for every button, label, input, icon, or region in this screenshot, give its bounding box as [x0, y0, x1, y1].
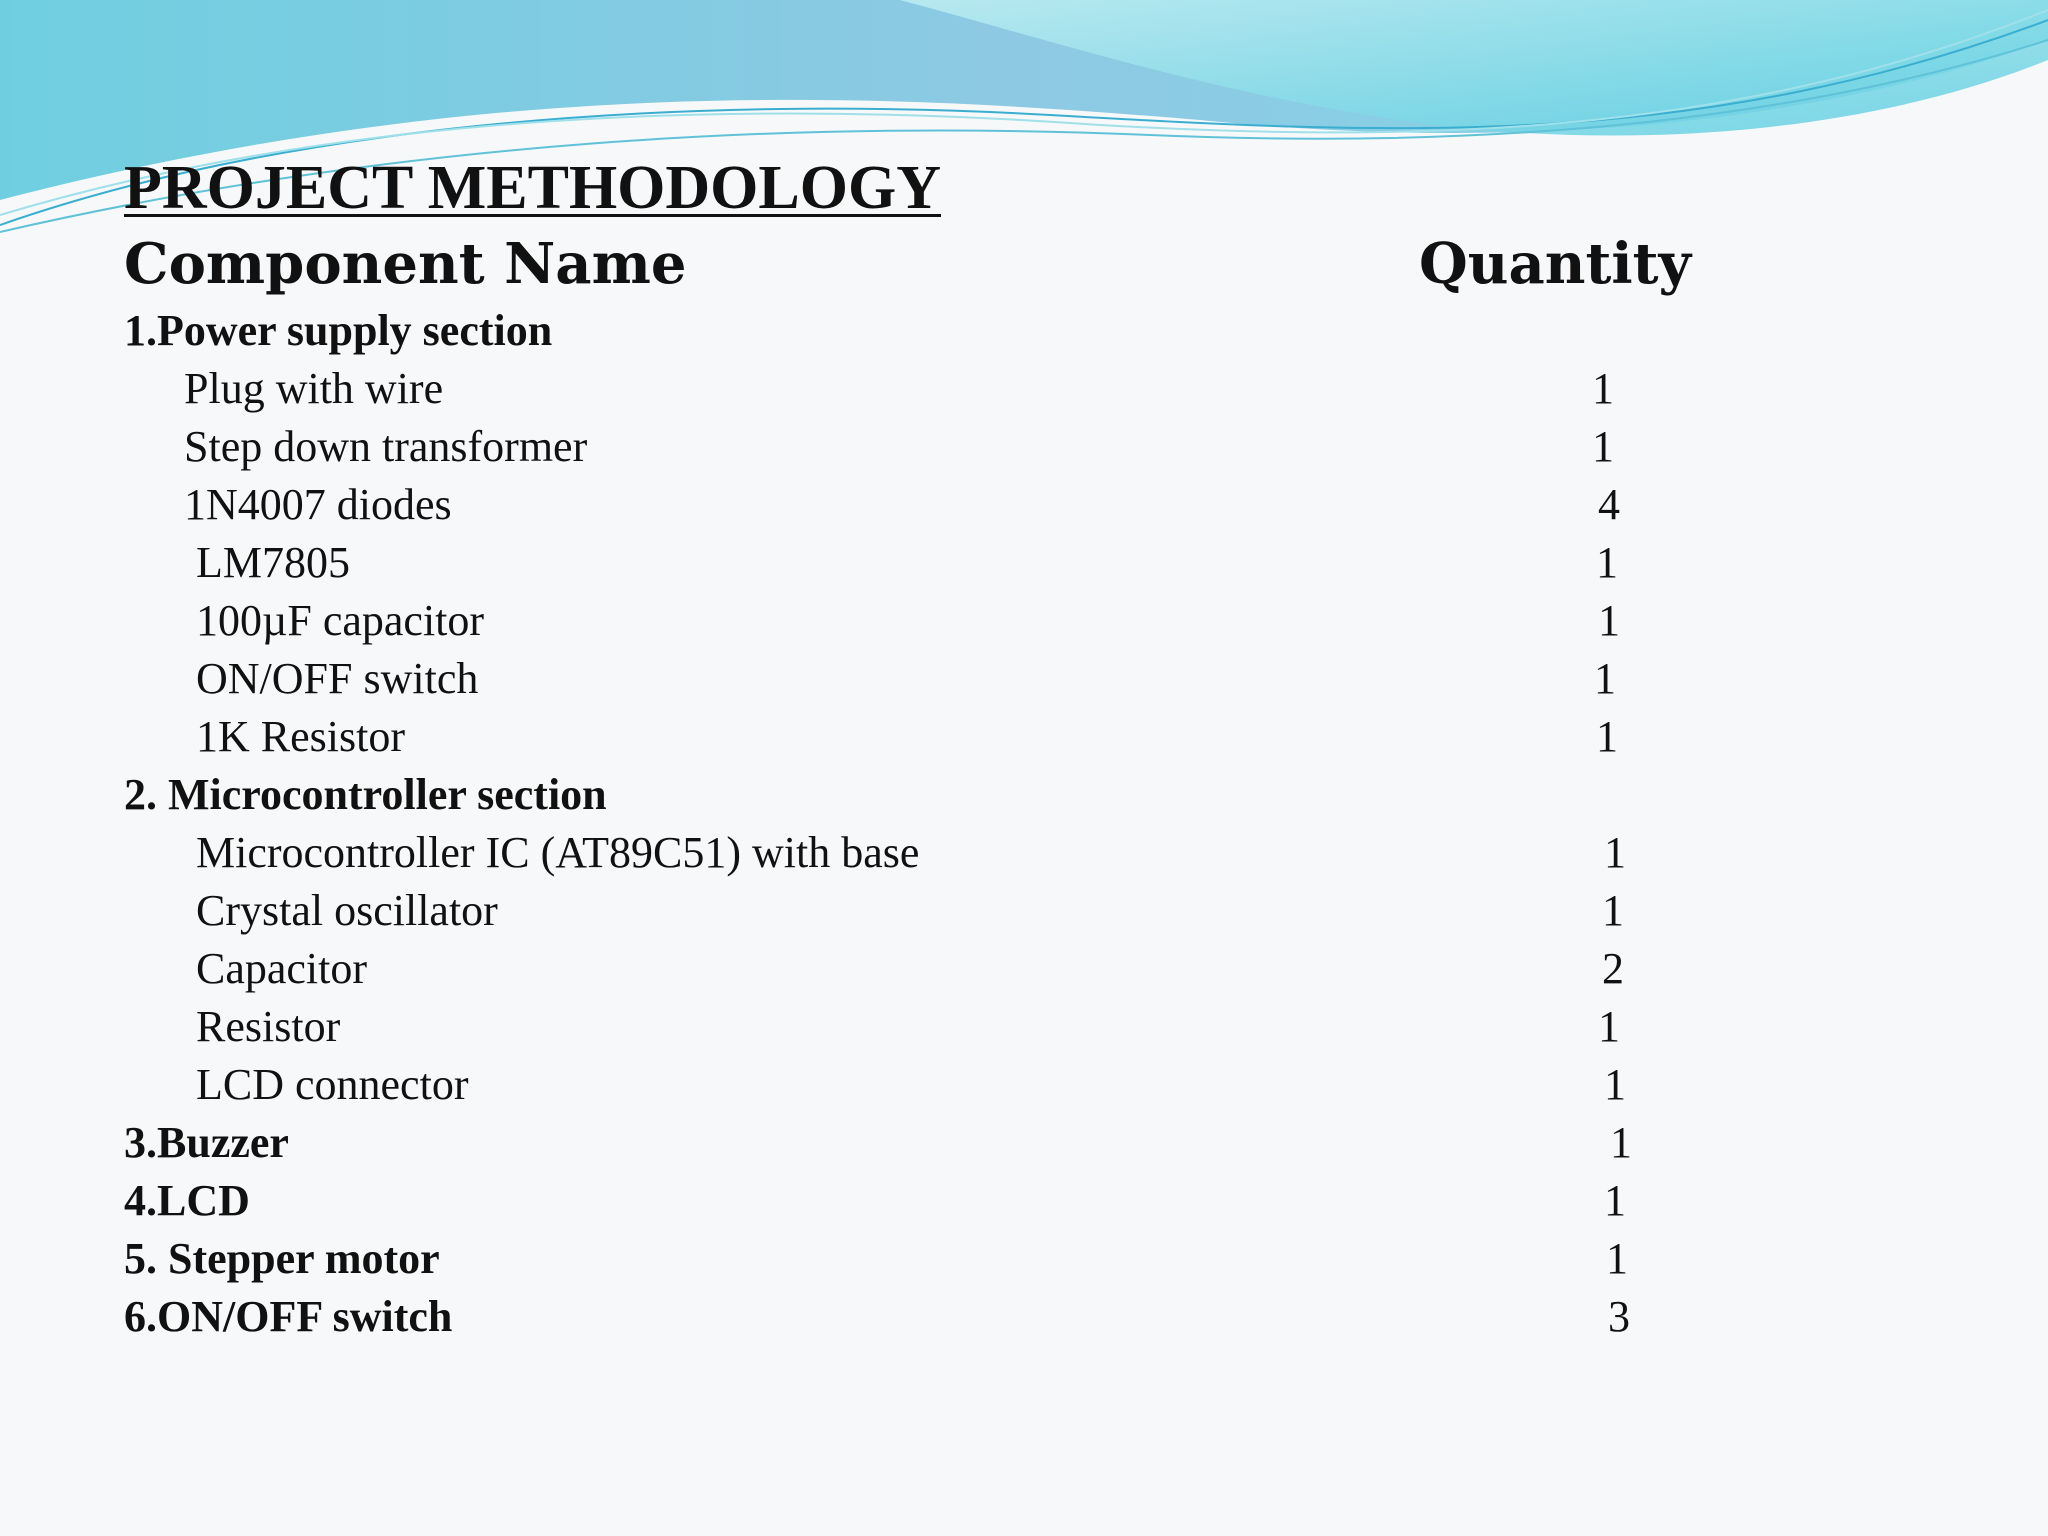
component-quantity: 1: [1592, 422, 1614, 471]
list-item: [124, 708, 1724, 766]
list-item: [124, 476, 1724, 534]
component-name: LM7805: [196, 538, 350, 587]
section-row: [124, 1114, 1724, 1172]
section-row: [124, 302, 1724, 360]
component-name: Step down transformer: [184, 422, 588, 471]
section-row: [124, 1230, 1724, 1288]
component-name: Plug with wire: [184, 364, 444, 413]
component-quantity: 1: [1592, 364, 1614, 413]
page-title: PROJECT METHODOLOGY: [124, 154, 941, 222]
component-name: 1.Power supply section: [124, 306, 553, 355]
column-header-component-name: Component Name: [124, 231, 687, 297]
component-name: 6.ON/OFF switch: [124, 1292, 453, 1341]
list-item: [124, 534, 1724, 592]
component-quantity: 1: [1602, 886, 1624, 935]
section-row: [124, 1172, 1724, 1230]
list-item: [124, 592, 1724, 650]
table-header: [124, 226, 1724, 302]
component-quantity: 1: [1598, 1002, 1620, 1051]
component-name: Resistor: [196, 1002, 341, 1051]
component-quantity: 3: [1608, 1292, 1630, 1341]
component-quantity: 2: [1602, 944, 1624, 993]
section-row: [124, 1288, 1724, 1346]
component-quantity: 1: [1604, 1176, 1626, 1225]
list-item: [124, 882, 1724, 940]
component-name: Crystal oscillator: [196, 886, 498, 935]
component-name: LCD connector: [196, 1060, 469, 1109]
component-quantity: 1: [1604, 1060, 1626, 1109]
list-item: [124, 998, 1724, 1056]
component-quantity: 1: [1594, 654, 1616, 703]
component-name: Microcontroller IC (AT89C51) with base: [196, 828, 920, 877]
slide-content: [124, 150, 1724, 1346]
component-name: Capacitor: [196, 944, 368, 993]
component-list: [124, 302, 1724, 1346]
list-item: [124, 418, 1724, 476]
component-quantity: 4: [1598, 480, 1620, 529]
list-item: [124, 1056, 1724, 1114]
component-quantity: 1: [1596, 538, 1618, 587]
list-item: [124, 940, 1724, 998]
component-quantity: 1: [1596, 712, 1618, 761]
component-name: 3.Buzzer: [124, 1118, 289, 1167]
component-quantity: 1: [1606, 1234, 1628, 1283]
component-name: 1N4007 diodes: [184, 480, 452, 529]
component-name: 2. Microcontroller section: [124, 770, 607, 819]
component-name: ON/OFF switch: [196, 654, 479, 703]
component-quantity: 1: [1598, 596, 1620, 645]
component-quantity: 1: [1604, 828, 1626, 877]
list-item: [124, 360, 1724, 418]
list-item: [124, 824, 1724, 882]
component-quantity: 1: [1610, 1118, 1632, 1167]
list-item: [124, 650, 1724, 708]
component-name: 5. Stepper motor: [124, 1234, 440, 1283]
component-name: 1K Resistor: [196, 712, 405, 761]
section-row: [124, 766, 1724, 824]
component-name: 4.LCD: [124, 1176, 250, 1225]
column-header-quantity: Quantity: [1419, 231, 1692, 297]
component-name: 100µF capacitor: [196, 596, 485, 645]
